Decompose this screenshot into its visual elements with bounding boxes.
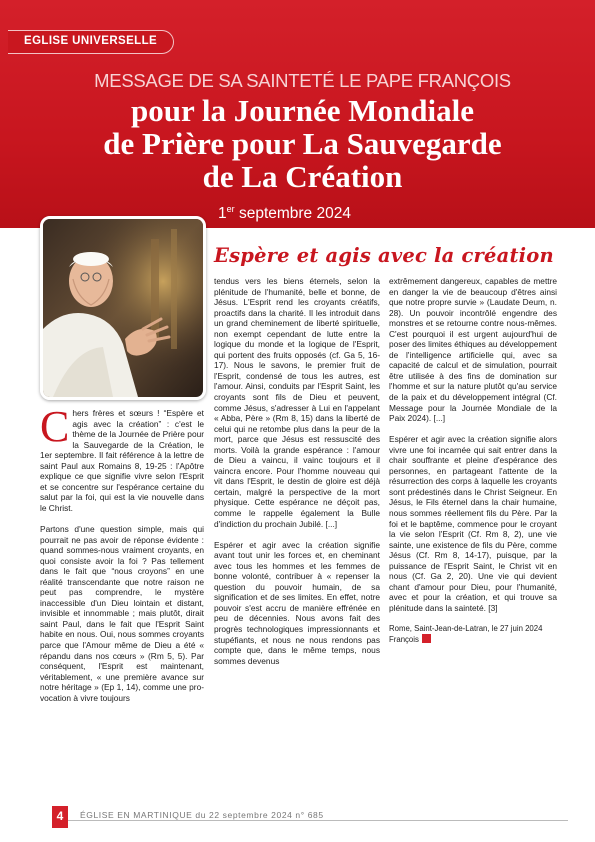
date-sup: er xyxy=(226,204,235,214)
signoff-place: Rome, Saint-Jean-de-Latran, le 27 juin 2024 xyxy=(389,623,543,633)
article-column-3 xyxy=(389,276,557,645)
signoff-author: François xyxy=(389,634,419,644)
date-rest: septembre 2024 xyxy=(234,205,351,222)
paragraph: tendus vers les biens éternels, selon la plénitude de l'humanité, belle et bonne, de Jésus. L'Esprit rend les croyants créatifs, proactifs dans la charité. Il les introduit dans un grand cheminement de liberté spirituelle, non exempt cependant de lutte entre la logique du monde et la logique de l'Esprit, qui portent des fruits opposés (cf. Ga 5, 16-17). Nous le savons, le premier fruit de l'Esprit, condensé de tous les autres, est l'amour. Ainsi, conduits par l'Esprit Saint, les croyants sont fils de Dieu et peuvent, comme Jésus, s'adresser à Lui en l'appelant « Abba, Père » (Rm 8, 15) dans la liberté de celui qui ne retombe plus dans la peur de la mort, parce que Jésus est ressuscité des morts. Voilà la grande espérance : l'amour de Dieu a vaincu, il vainc toujours et il vaincra encore. Pour l'homme nouveau qui vit dans l'Esprit, le destin de gloire est déjà certain, malgré la perspective de la mort physique. Cette espérance ne déçoit pas, comme le rappelle également la Bulle d'indiction du prochain Jubilé. [...] xyxy=(214,276,380,529)
paragraph-text: hers frères et sœurs ! “Espère et agis avec la création” : c'est le thème de la Journée de Prière pour la Sauvegarde de la Création, le 1er septembre. Il fait référence à la lettre de saint Paul aux Romains 8, 19-25 : l'Apôtre explique ce que signifie vivre selon l'Esprit et se concentre sur l'espérance certaine du salut par la foi, qui est la vie nouvelle dans le Christ. xyxy=(40,408,204,513)
kicker-title: MESSAGE DE SA SAINTETÉ LE PAPE FRANÇOIS xyxy=(94,70,511,91)
title-line-3: de La Création xyxy=(202,159,403,194)
publication-line: ÉGLISE EN MARTINIQUE du 22 septembre 2024 n° 685 xyxy=(80,810,324,820)
page-number: 4 xyxy=(52,806,68,828)
pope-portrait-photo xyxy=(40,216,206,400)
title-line-1: pour la Journée Mondiale xyxy=(130,93,475,128)
title-line-2: de Prière pour La Sauvegarde xyxy=(103,126,502,161)
paragraph: extrêmement dangereux, capables de mettre en danger la vie de beaucoup d'êtres ainsi que notre propre survie » (Laudate Deum, n. 28). Un pouvoir incontrôlé engendre des monstres et se retourne contre nous-mêmes. C'est pourquoi il est urgent aujourd'hui de poser des limites éthiques au développement de l'intelligence artificielle qui, avec sa capacité de calcul et de simulation, pourrait être utilisée à des fins de domination sur l'homme et sur la nature plutôt qu'au service de la paix et du développement intégral (Cf. Message pour la Journée Mondiale de la Paix 2024). [...] xyxy=(389,276,557,424)
drop-cap: C xyxy=(40,402,70,451)
signoff xyxy=(389,624,557,645)
article-column-1 xyxy=(40,402,204,714)
red-square-icon xyxy=(422,634,431,643)
main-title xyxy=(30,94,575,193)
paragraph: Espérer et agir avec la création signifie avant tout unir les forces et, en cheminant avec tous les hommes et les femmes de bonne volonté, contribuer à « repenser la question du pouvoir humain, de sa signification et de ses limites. En effet, notre pouvoir s'est accru de manière effrénée en peu de décennies. Nous avons fait des progrès technologiques impressionnants et stupéfiants, et nous ne nous rendons pas compte que, dans le même temps, nous sommes devenus xyxy=(214,539,380,666)
date-day: 1 xyxy=(218,205,227,222)
article-column-2 xyxy=(214,276,380,677)
signoff-name xyxy=(389,634,557,645)
paragraph: Partons d'une question simple, mais qui pourrait ne pas avoir de réponse évidente : quand sommes-nous vraiment croyants, en quoi consiste avoir la foi ? Pas tellement dans le fait que “nous croyons” en une réalité transcendante que notre raison ne peut pas comprendre, le mystère inaccessible d'un Dieu lointain et distant, invisible et innommable ; mais plutôt, dirait saint Paul, dans le fait que l'Esprit Saint habite en nous. Oui, nous sommes croyants parce que l'Amour même de Dieu a été « répandu dans nos cœurs » (Rm 5, 5). Par conséquent, l'Esprit est maintenant, véritablement, « une première avance sur notre héritage » (Ep 1, 14), comme une pro-vocation à vivre toujours xyxy=(40,523,204,703)
paragraph: Espérer et agir avec la création signifie alors vivre une foi incarnée qui sait entrer dans la chair souffrante et pleine d'espérance des personnes, en partageant l'attente de la résurrection des corps à laquelle les croyants sont prédestinés dans le Christ Seigneur. En Jésus, le Fils éternel dans la chair humaine, nous sommes réellement fils du Père. Par la foi et le baptême, commence pour le croyant la vie selon l'Esprit (Cf. Rm 8, 2), une vie sainte, une existence de fils du Père, comme Jésus (Cf. Rm 8, 14-17), puisque, par la puissance de l'Esprit Saint, le Christ vit en nous (Cf. Ga 2, 20). Une vie qui devient chant d'amour pour Dieu, pour l'humanité, avec et pour la création, et qui trouve sa plénitude dans la sainteté. [3] xyxy=(389,434,557,613)
article-headline: Espère et agis avec la création xyxy=(214,244,554,267)
paragraph xyxy=(40,402,204,513)
footer-divider xyxy=(68,820,568,821)
event-date xyxy=(218,204,351,223)
section-label: EGLISE UNIVERSELLE xyxy=(8,30,174,54)
